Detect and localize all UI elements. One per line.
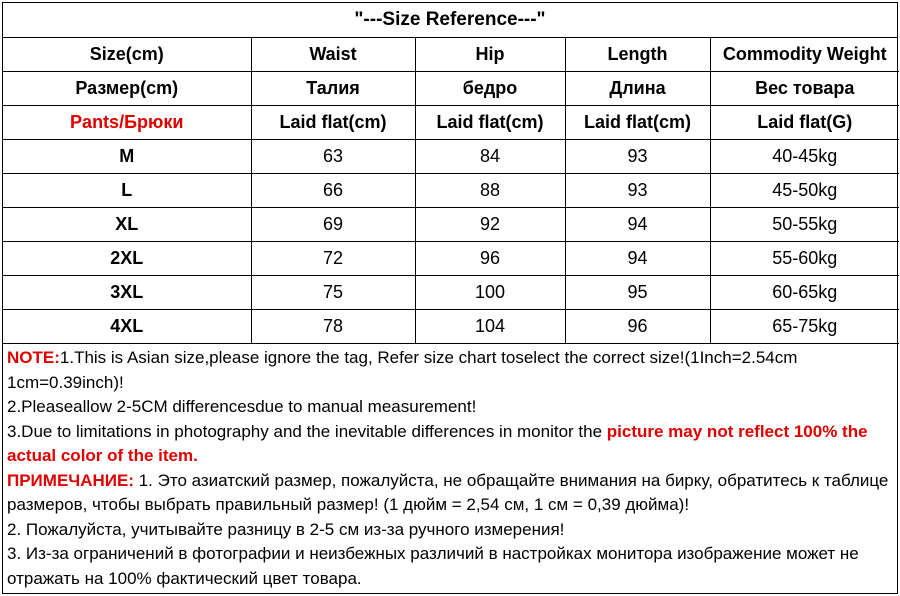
waist-cell: 75 bbox=[251, 276, 415, 310]
note-ru-2: 2. Пожалуйста, учитывайте разницу в 2-5 см из-за ручного измерения! bbox=[7, 519, 565, 539]
note-3-warning: picture may not reflect 100% the actual color of the item. bbox=[7, 421, 868, 465]
table-row bbox=[3, 276, 899, 310]
note-2: 2.Pleaseallow 2-5CM differencesdue to manual measurement! bbox=[7, 397, 477, 416]
unit-length: Laid flat(cm) bbox=[565, 106, 710, 140]
length-cell: 96 bbox=[565, 310, 710, 344]
weight-cell: 60-65kg bbox=[710, 276, 899, 310]
hip-cell: 100 bbox=[415, 276, 565, 310]
hip-cell: 84 bbox=[415, 140, 565, 174]
header-waist-ru: Талия bbox=[251, 72, 415, 106]
size-table bbox=[3, 38, 899, 344]
unit-hip: Laid flat(cm) bbox=[415, 106, 565, 140]
note-1-text: 1.This is Asian size,please ignore the tag, Refer size chart toselect the correct size!(1Inch=2.54cm 1cm=0.39inch)! bbox=[7, 348, 798, 392]
notes-section bbox=[3, 344, 897, 591]
note-3 bbox=[7, 420, 893, 469]
waist-cell: 63 bbox=[251, 140, 415, 174]
length-cell: 93 bbox=[565, 140, 710, 174]
waist-cell: 78 bbox=[251, 310, 415, 344]
header-hip-ru: бедро bbox=[415, 72, 565, 106]
header-size-ru: Размер(cm) bbox=[3, 72, 251, 106]
note-ru-3: 3. Из-за ограничений в фотографии и неизбежных различий в настройках монитора изображение может не отражать на 100% фактический цвет товара. bbox=[7, 544, 859, 588]
header-length: Length bbox=[565, 38, 710, 72]
size-cell: L bbox=[3, 174, 251, 208]
length-cell: 94 bbox=[565, 242, 710, 276]
table-row bbox=[3, 208, 899, 242]
weight-cell: 45-50kg bbox=[710, 174, 899, 208]
waist-cell: 69 bbox=[251, 208, 415, 242]
note-label: NOTE: bbox=[7, 348, 60, 367]
table-row bbox=[3, 140, 899, 174]
note-ru-1 bbox=[7, 469, 893, 518]
note-3-text: 3.Due to limitations in photography and the inevitable differences in monitor the bbox=[7, 421, 607, 441]
header-length-ru: Длина bbox=[565, 72, 710, 106]
table-row bbox=[3, 242, 899, 276]
weight-cell: 40-45kg bbox=[710, 140, 899, 174]
unit-waist: Laid flat(cm) bbox=[251, 106, 415, 140]
length-cell: 95 bbox=[565, 276, 710, 310]
size-chart bbox=[2, 2, 898, 594]
weight-cell: 55-60kg bbox=[710, 242, 899, 276]
hip-cell: 96 bbox=[415, 242, 565, 276]
weight-cell: 65-75kg bbox=[710, 310, 899, 344]
header-row-en bbox=[3, 38, 899, 72]
size-cell: 3XL bbox=[3, 276, 251, 310]
length-cell: 93 bbox=[565, 174, 710, 208]
note-ru-1-text: 1. Это азиатский размер, пожалуйста, не обращайте внимания на бирку, обратитесь к таблице размеров, чтобы выбрать правильный размер! (1 дюйм = 2,54 см, 1 см = 0,39 дюйма)! bbox=[7, 470, 889, 514]
header-weight-ru: Вес товара bbox=[710, 72, 899, 106]
waist-cell: 66 bbox=[251, 174, 415, 208]
size-cell: 4XL bbox=[3, 310, 251, 344]
waist-cell: 72 bbox=[251, 242, 415, 276]
chart-title: "---Size Reference---" bbox=[3, 3, 897, 38]
size-cell: 2XL bbox=[3, 242, 251, 276]
pants-label: Pants/Брюки bbox=[3, 106, 251, 140]
hip-cell: 92 bbox=[415, 208, 565, 242]
table-row bbox=[3, 310, 899, 344]
header-row-ru bbox=[3, 72, 899, 106]
weight-cell: 50-55kg bbox=[710, 208, 899, 242]
hip-cell: 104 bbox=[415, 310, 565, 344]
header-waist: Waist bbox=[251, 38, 415, 72]
size-cell: XL bbox=[3, 208, 251, 242]
note-ru-label: ПРИМЕЧАНИЕ: bbox=[7, 470, 134, 490]
header-weight: Commodity Weight bbox=[710, 38, 899, 72]
hip-cell: 88 bbox=[415, 174, 565, 208]
length-cell: 94 bbox=[565, 208, 710, 242]
size-cell: M bbox=[3, 140, 251, 174]
note-1 bbox=[7, 346, 893, 395]
unit-weight: Laid flat(G) bbox=[710, 106, 899, 140]
header-row-unit bbox=[3, 106, 899, 140]
header-size: Size(cm) bbox=[3, 38, 251, 72]
table-row bbox=[3, 174, 899, 208]
header-hip: Hip bbox=[415, 38, 565, 72]
